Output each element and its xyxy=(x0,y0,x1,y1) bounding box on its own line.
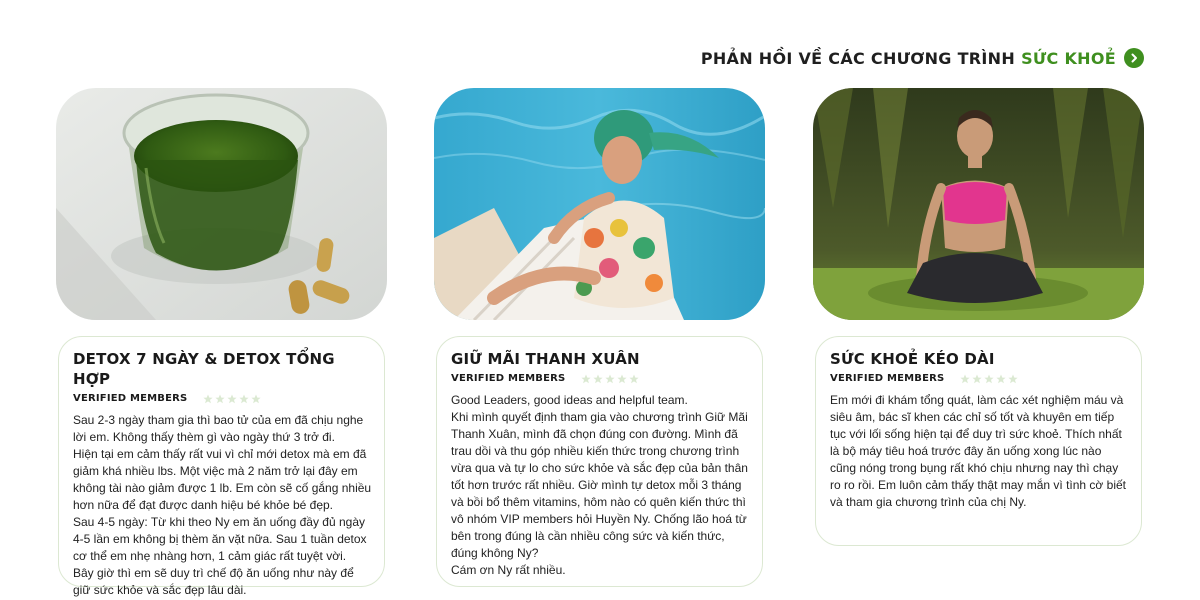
paragraph: Hiện tại em cảm thấy rất vui vì chỉ mới detox mà em đã giảm khá nhiều lbs. Một việc mà 2 năm trở lại đây em không tài nào giảm được 1 lb. Em còn sẽ cố gắng nhiều hơn nữa để đạt được danh hiệu bé khỏe bé đẹp. xyxy=(73,447,372,512)
testimonial-card-youth xyxy=(434,88,765,577)
verified-label: VERIFIED MEMBERS xyxy=(451,373,566,384)
star-icon xyxy=(617,374,627,384)
rating-stars xyxy=(960,374,1018,384)
star-icon xyxy=(251,394,261,404)
paragraph: Khi mình quyết định tham gia vào chương trình Giữ Mãi Thanh Xuân, mình đã chọn đúng con đường. Mình đã trau dồi và thu góp nhiều kiến thức trong chương trình vừa qua và tự lo cho sức khỏe và sắc đẹp của bản thân tốt hơn trước rất nhiều. Giờ mình tự detox mỗi 3 tháng và bồi bổ thêm vitamins, hôm nào có quên kiến thức thì vô nhóm VIP members hỏi Huyền Ny. Chống lão hoá từ bên trong đúng là cần nhiều công sức và kiến thức, đúng không Ny? xyxy=(451,410,748,560)
section-title[interactable] xyxy=(701,48,1144,68)
testimonial-text xyxy=(830,392,1129,511)
section-title-accent: SỨC KHOẺ xyxy=(1021,48,1116,68)
rating-stars xyxy=(203,394,261,404)
testimonial-content xyxy=(815,336,1142,546)
poolside-woman-photo xyxy=(434,88,765,320)
testimonial-text xyxy=(73,412,372,599)
star-icon xyxy=(972,374,982,384)
card-title: SỨC KHOẺ KÉO DÀI xyxy=(830,350,995,368)
testimonial-card-detox xyxy=(56,88,387,597)
star-icon xyxy=(605,374,615,384)
star-icon xyxy=(581,374,591,384)
paragraph: Cám ơn Ny rất nhiều. xyxy=(451,563,566,577)
star-icon xyxy=(227,394,237,404)
card-title: DETOX 7 NGÀY & DETOX TỔNG HỢP xyxy=(73,350,335,388)
star-icon xyxy=(1008,374,1018,384)
star-icon xyxy=(996,374,1006,384)
paragraph: Em mới đi khám tổng quát, làm các xét nghiệm máu và siêu âm, bác sĩ khen các chỉ số tốt và khuyên em tiếp tục với lối sống hiện tại để duy trì sức khoẻ. Thích nhất là bộ máy tiêu hoá trước đây ăn uống xong lúc nào cũng nóng trong bụng rất khó chịu nhưng nay thì chạy ro ro rồi. Em luôn cảm thấy thật may mắn vì tình cờ biết và tham gia chương trình của chị Ny. xyxy=(830,393,1126,509)
section-title-main: PHẢN HỒI VỀ CÁC CHƯƠNG TRÌNH xyxy=(700,48,1016,68)
star-icon xyxy=(593,374,603,384)
verified-label: VERIFIED MEMBERS xyxy=(830,373,945,384)
star-icon xyxy=(960,374,970,384)
paragraph: Sau 2-3 ngày tham gia thì bao tử của em đã chịu nghe lời em. Không thấy thèm gì vào ngày thứ 3 trở đi. xyxy=(73,413,364,444)
star-icon xyxy=(239,394,249,404)
star-icon xyxy=(215,394,225,404)
card-title: GIỮ MÃI THANH XUÂN xyxy=(451,350,640,368)
paragraph: Good Leaders, good ideas and helpful team. xyxy=(451,393,688,407)
meditation-woman-photo xyxy=(813,88,1144,320)
paragraph: Sau 4-5 ngày: Từ khi theo Ny em ăn uống đầy đủ ngày 4-5 lần em không bị thèm ăn vặt nữa. Sau 1 tuần detox cơ thể em nhẹ nhàng hơn, 1 cảm giác rất tuyệt vời. xyxy=(73,515,367,563)
testimonial-content xyxy=(436,336,763,587)
testimonial-card-longevity xyxy=(813,88,1144,509)
chevron-right-icon[interactable] xyxy=(1124,48,1144,68)
testimonial-text xyxy=(451,392,750,579)
rating-stars xyxy=(581,374,639,384)
star-icon xyxy=(629,374,639,384)
star-icon xyxy=(984,374,994,384)
verified-label: VERIFIED MEMBERS xyxy=(73,393,188,404)
paragraph: Bây giờ thì em sẽ duy trì chế độ ăn uống như này để giữ sức khỏe và sắc đẹp lâu dài. xyxy=(73,566,354,597)
detox-drink-photo xyxy=(56,88,387,320)
star-icon xyxy=(203,394,213,404)
testimonial-content xyxy=(58,336,385,597)
